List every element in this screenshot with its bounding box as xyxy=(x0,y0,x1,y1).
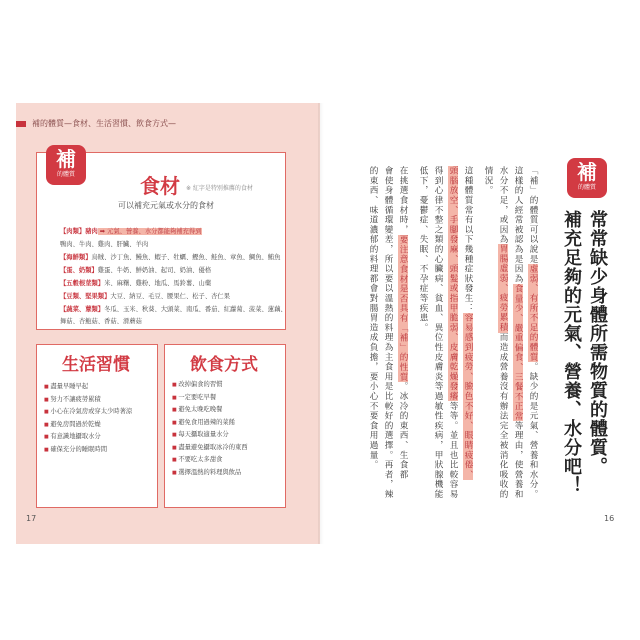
food-category: 【五穀根莖類】 xyxy=(60,280,105,287)
list-item: ■ 每天攝取適量水分 xyxy=(172,429,248,442)
food-line xyxy=(60,291,230,300)
list-item: ■ 避免食用過辣的菜餚 xyxy=(172,417,248,430)
body-text: 這樣的人經常被認為是因為 xyxy=(513,166,523,284)
body-text: 這種體質常有以下幾種症狀發生： xyxy=(463,166,473,313)
body-column xyxy=(446,166,459,499)
diet-list xyxy=(172,379,248,479)
food-line xyxy=(60,304,287,313)
highlighted-text: 容易感到疲勞、臉色不好、眼睛疲倦、 xyxy=(463,313,473,480)
highlighted-text: 要注意食材是否具有「補」的性質 xyxy=(398,234,408,382)
body-text: 得到心律不整之類的心臟病、貧血、異位性皮膚炎等過敏性疾病，甲狀腺機能 xyxy=(433,166,443,500)
list-item: ■ 確保充分的睡眠時間 xyxy=(44,444,132,457)
page-fold xyxy=(318,103,324,544)
badge-char: 補 xyxy=(56,147,76,171)
body-text: 而造成營養沒有辦法完全被消化吸收的 xyxy=(498,332,508,500)
body-column xyxy=(511,166,524,499)
body-text: 「補」的體質可以說是 xyxy=(528,166,538,264)
food-items: 冬瓜、玉米、秋葵、大頭菜、南瓜、番茄、紅蘿蔔、菠菜、蓮藕、 xyxy=(104,306,287,313)
list-item: ■ 改掉偏食的習慣 xyxy=(172,379,248,392)
body-column xyxy=(526,166,539,499)
body-text: 。缺少的是元氣、營養和水分。 xyxy=(528,362,538,500)
food-subtitle: 可以補充元氣或水分的食材 xyxy=(118,201,214,210)
headline-line-1: 常常缺少身體所需物質的體質。 xyxy=(587,210,608,476)
list-item: ■ 努力不讓疲勞累積 xyxy=(44,394,132,407)
diet-title: 飲食方式 xyxy=(190,355,258,375)
food-line xyxy=(60,265,211,274)
list-item: ■ 一定要吃早餐 xyxy=(172,392,248,405)
body-text: 會使身體循環變差，所以要以溫熱的料理為主食用是比較好的選擇。再者，辣 xyxy=(383,166,393,500)
header-bar xyxy=(16,121,26,127)
food-items: 烏賊、沙丁魚、鰻魚、蝦子、牡蠣、鰹魚、鮭魚、章魚、鯛魚、鮪魚 xyxy=(91,254,281,261)
badge-right-char: 補 xyxy=(577,160,597,184)
food-highlight: ➡ 元氣、營養、水分都能夠補充得到 xyxy=(97,228,202,235)
food-category: 【肉類】 xyxy=(60,228,86,235)
badge-right-small: 的體質 xyxy=(577,184,596,191)
body-column xyxy=(416,166,429,333)
food-items: 大豆、納豆、毛豆、腰果仁、松子、杏仁果 xyxy=(110,293,231,300)
body-text: 。冰冷的東西、生食都 xyxy=(398,381,408,480)
lifestyle-title: 生活習慣 xyxy=(62,355,130,375)
body-column xyxy=(431,166,444,499)
highlighted-text: 虛弱、有所不足的體質 xyxy=(528,264,538,362)
list-item: ■ 小心在冷氣房或穿太少時著涼 xyxy=(44,406,132,419)
body-column xyxy=(396,166,409,480)
body-text: 低下，憂鬱症、失眠、不孕症等疾患。 xyxy=(418,166,428,333)
badge-small: 的體質 xyxy=(56,171,75,178)
lifestyle-list xyxy=(44,381,132,456)
body-column xyxy=(381,166,394,499)
list-item: ■ 有意識地攝取水分 xyxy=(44,431,132,444)
highlighted-text: 食量少、嚴重偏食、三餐不正常 xyxy=(513,283,523,421)
highlighted-text: 胃腸虛弱、疲勞累積 xyxy=(498,244,508,333)
body-column xyxy=(496,166,509,499)
food-category: 【蛋、奶類】 xyxy=(60,267,98,274)
food-category: 【豆類、堅果類】 xyxy=(60,293,111,300)
body-column xyxy=(461,166,474,480)
food-category: 【海鮮類】 xyxy=(60,254,92,261)
badge-left xyxy=(46,145,86,185)
food-items: 鴨肉、牛肉、雞肉、肝臟、羊肉 xyxy=(60,241,149,248)
food-line xyxy=(60,226,202,235)
body-column xyxy=(366,166,379,470)
body-column xyxy=(481,166,494,195)
body-text: 情況。 xyxy=(483,166,493,196)
food-note: ※ 紅字是特別推薦的食材 xyxy=(186,185,253,192)
list-item: ■ 盡量避免攝取冰冷的東西 xyxy=(172,442,248,455)
food-items: 舞菇、杏鮑菇、香菇、滑蘑菇 xyxy=(60,318,142,325)
food-category: 【蔬菜、蕈類】 xyxy=(60,306,105,313)
headline-line-2: 補充足夠的元氣、營養、水分吧！ xyxy=(561,210,582,495)
badge-right xyxy=(567,158,607,198)
food-line xyxy=(60,252,280,261)
food-items: 雞蛋、牛奶、鮮奶油、起司、奶油、優格 xyxy=(97,267,212,274)
list-item: ■ 避免太晚吃晚餐 xyxy=(172,404,248,417)
food-line xyxy=(60,239,148,248)
list-item: ■ 盡量早睡早起 xyxy=(44,381,132,394)
body-text: 等理由，使營養和 xyxy=(513,420,523,500)
food-items: 豬肉 xyxy=(85,228,98,235)
food-items: 米、麻糬、雞粉、地瓜、馬鈴薯、山藥 xyxy=(104,280,212,287)
list-item: ■ 不要吃太多甜食 xyxy=(172,454,248,467)
food-line xyxy=(60,316,142,325)
body-text: 等等。並且也比較容易 xyxy=(448,401,458,500)
body-text: 水分不足，或因為 xyxy=(498,166,508,245)
list-item: ■ 避免房間過於乾燥 xyxy=(44,419,132,432)
body-text: 在挑選食材時， xyxy=(398,166,408,235)
highlighted-text: 頭腦放空、手腳發麻、頭髮或指甲脆弱、皮膚乾燥發癢 xyxy=(448,166,458,402)
list-item: ■ 選擇溫熱的料理與飲品 xyxy=(172,467,248,480)
page-number-right: 16 xyxy=(604,514,615,523)
food-line xyxy=(60,278,211,287)
body-text: 的東西、味道濃郁的料理都會對腸胃造成負擔，要小心不要食用過量。 xyxy=(368,166,378,470)
food-title: 食材 xyxy=(140,174,180,198)
page-number-left: 17 xyxy=(26,514,37,523)
section-header: 補的體質—食材、生活習慣、飲食方式— xyxy=(32,119,176,128)
